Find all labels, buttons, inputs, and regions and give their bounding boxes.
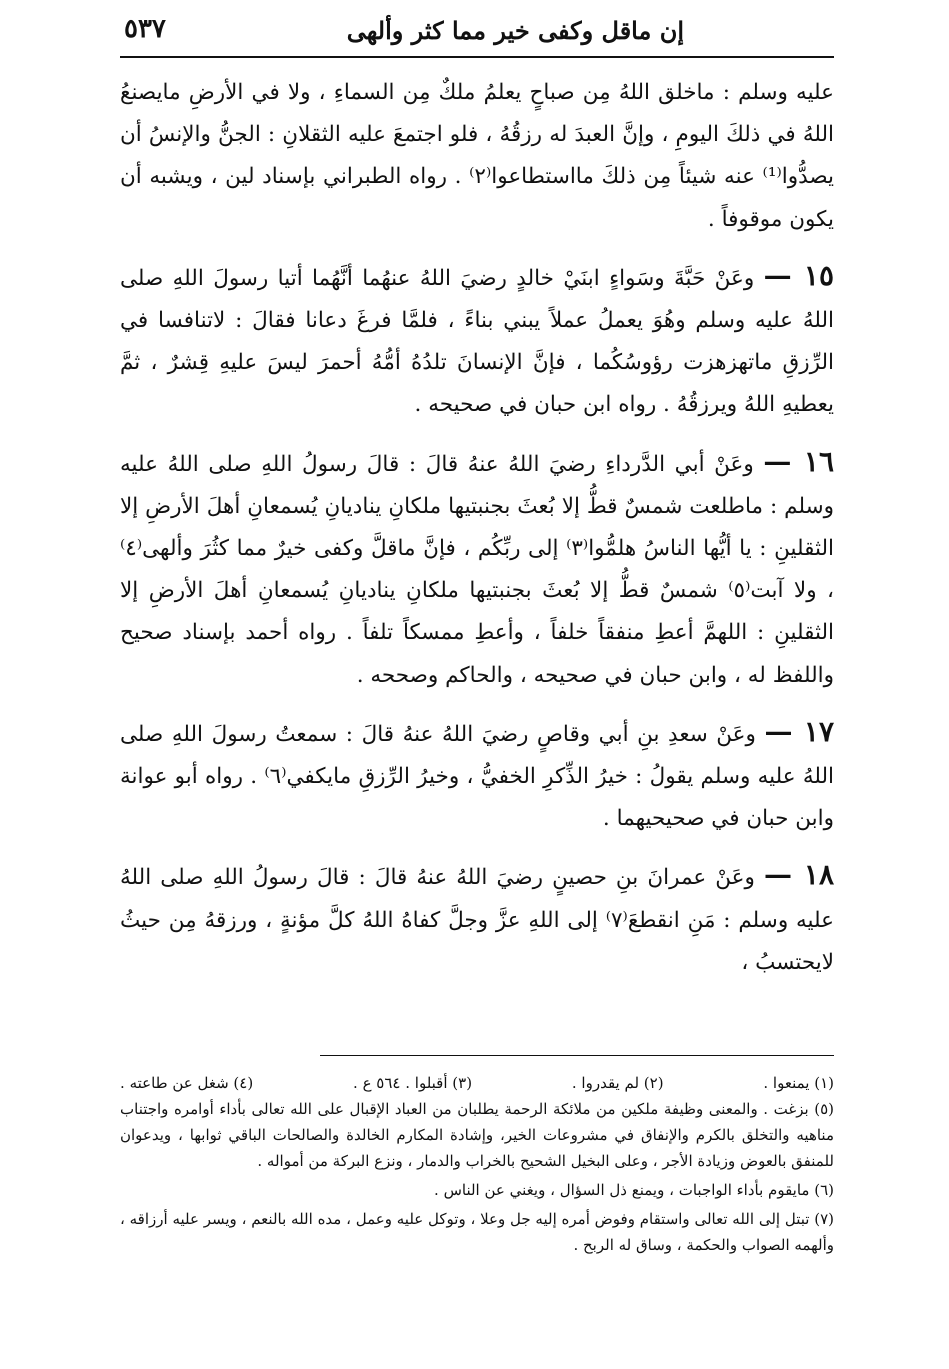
hadith-15 [120, 255, 834, 427]
hadith-17 [120, 711, 834, 841]
hadith-number: ١٥ — [763, 258, 834, 292]
page-number: ٥٣٧ [124, 14, 166, 44]
paragraph-text: وعَنْ سعدِ بنِ أبي وقاصٍ رضيَ اللهُ عنهُ قالَ : سمعتُ رسولَ اللهِ صلى اللهُ عليه وسلم يقولُ : خيرُ الذِّكرِ الخفيُّ ، وخيرُ الرِّزقِ مايكفي⁽٦⁾ . رواه أبو عوانة وابن حبان في صحيحيهما . [120, 721, 834, 832]
footnote-6: (٦) مايقوم بأداء الواجبات ، ويمنع ذل السؤال ، ويغني عن الناس . [434, 1181, 834, 1199]
footnote-3: (٣) أقبلوا . ٥٦٤ ع . [353, 1074, 473, 1092]
paragraph-text: عليه وسلم : ماخلق اللهُ مِن صباحٍ يعلمُ ملكٌ مِن السماءِ ، ولا في الأرضِ مايصنعُ اللهُ في ذلكَ اليومِ ، وإنَّ العبدَ له رزقُهُ ، فلو اجتمعَ عليه الثقلانِ : الجنُّ والإنسُ أن يصدُّوا⁽¹⁾ عنه شيئاً مِن ذلكَ مااستطاعوا⁽٢⁾ . رواه الطبراني بإسناد لين ، ويشبه أن يكون موقوفاً . [120, 80, 835, 232]
footnotes [120, 1070, 834, 1261]
footnote-4: (٤) شغل عن طاعته . [120, 1074, 254, 1092]
footnote-7: (٧) تبتل إلى الله تعالى واستقام وفوض أمره إليه جل وعلا ، وتوكل عليه وعمل ، مده الله بالنعم ، ويسر عليه أرزاقه ، وألهمه الصواب والحكمة ، وساق له الربح . [120, 1210, 834, 1254]
paragraph-text: وعَنْ حَبَّةَ وسَواءٍ ابنَيْ خالدٍ رضيَ اللهُ عنهُما أنَّهُما أتيا رسولَ اللهِ صلى اللهُ عليه وسلم وهُوَ يعملُ عملاً يبني بناءً ، فلمَّا فرغَ دعانا فقالَ : لاتنافسا في الرِّزقِ ماتهزهزت رؤوسُكُما ، فإنَّ الإنسانَ تلدُهُ أمُّهُ أحمرَ ليسَ عليهِ قِشرٌ ، ثمَّ يعطيهِ اللهُ ويرزقُهُ . رواه ابن حبان في صحيحه . [120, 265, 834, 418]
hadith-number: ١٨ — [763, 858, 834, 892]
footnote-5: (٥) بزغت . والمعنى وظيفة ملكين من ملائكة الرحمة يطلبان من العباد الإقبال على الله تعالى بأداء أوامره واجتناب مناهيه والتخلق بالكرم والإنفاق في مشروعات الخير، وإشادة المكارم الخالدة والصالحات الباقي ثوابها ، ويدعوان للمنفق بالعوض وزيادة الأجر ، وعلى البخيل الشحيح بالخراب والدمار ، ونزع البركة من أمواله . [120, 1100, 834, 1170]
header-rule [120, 56, 834, 58]
main-text [120, 72, 834, 998]
hadith-number: ١٧ — [764, 714, 834, 748]
paragraph-text: وعَنْ عمرانَ بنِ حصينٍ رضيَ اللهُ عنهُ قالَ : قالَ رسولُ اللهِ صلى اللهُ عليه وسلم : مَنِ انقطعَ⁽٧⁾ إلى اللهِ عزَّ وجلَّ كفاهُ اللهُ كلَّ مؤنةٍ ، ورزقهُ مِن حيثُ لايحتسبُ ، [120, 865, 834, 975]
footnote-rule [320, 1055, 834, 1056]
footnote-row [120, 1070, 834, 1096]
paragraph-text: وعَنْ أبي الدَّرداءِ رضيَ اللهُ عنهُ قالَ : قالَ رسولُ اللهِ صلى اللهُ عليه وسلم : ماطلعت شمسٌ قطُّ إلا بُعثَ بجنبتيها ملكانِ يناديانِ يُسمعانِ أهلَ الأرضِ إلا الثقلينِ : يا أيُّها الناسُ هلمُّوا⁽٣⁾ إلى ربِّكُم ، فإنَّ ماقلَّ وكفى خيرٌ مما كثُرَ وألهى⁽٤⁾ ، ولا آبت⁽٥⁾ شمسٌ قطُّ إلا بُعثَ بجنبتيها ملكانِ يناديانِ يُسمعانِ أهلَ الأرضِ إلا الثقلينِ : اللهمَّ أعطِ منفقاً خلفاً ، وأعطِ ممسكاً تلفاً . رواه أحمد بإسناد صحيح واللفظ له ، وابن حبان في صحيحه ، والحاكم وصححه . [120, 451, 834, 688]
hadith-18 [120, 854, 834, 984]
page-header [120, 14, 834, 50]
hadith-16 [120, 441, 834, 697]
footnote-2: (٢) لم يقدروا . [571, 1074, 664, 1092]
paragraph-continuation [120, 72, 834, 241]
footnote-1: (١) يمنعوا . [763, 1074, 834, 1092]
running-title: إن ماقل وكفى خير مما كثر وألهى [346, 16, 684, 45]
hadith-number: ١٦ — [763, 444, 834, 478]
